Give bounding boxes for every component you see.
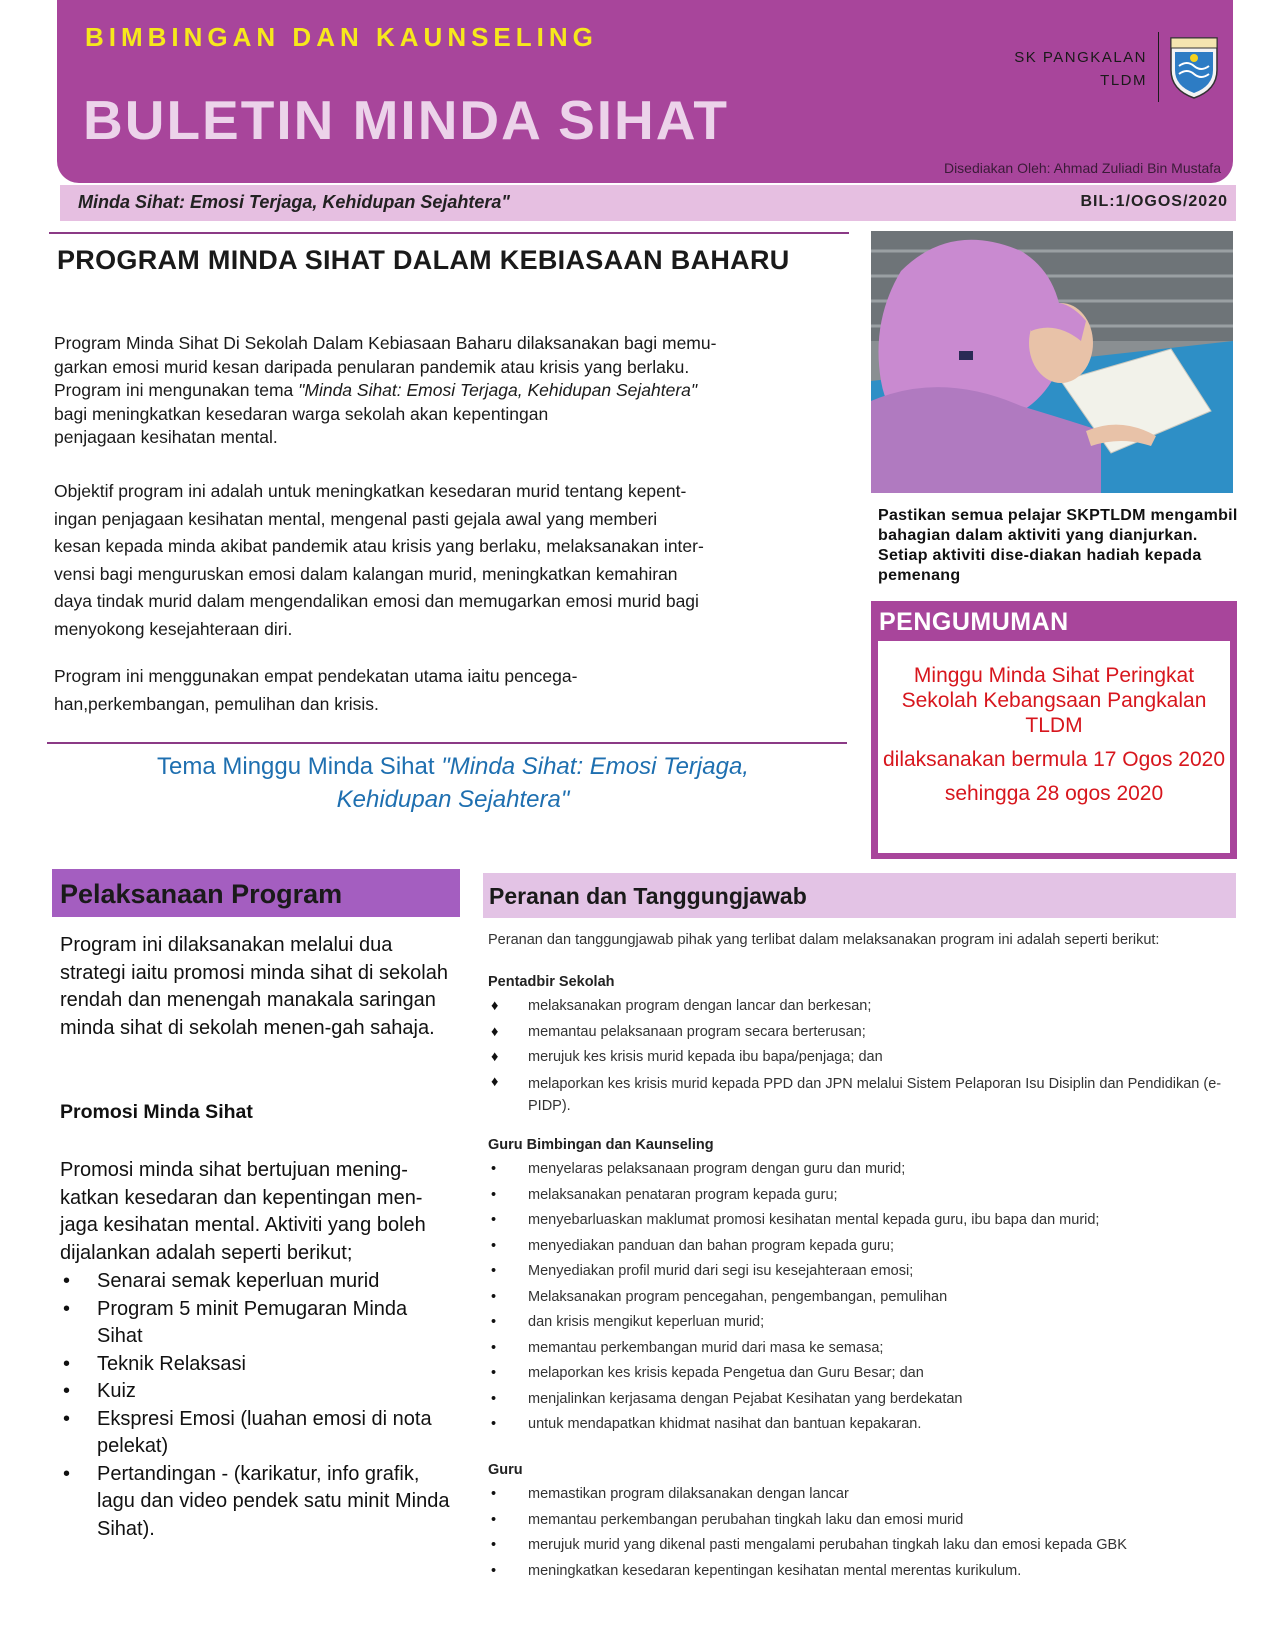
bullet-marker: • xyxy=(491,1537,497,1553)
article-paragraph-1 xyxy=(54,332,844,450)
gbk-item-text: Melaksanakan program pencegahan, pengembangan, pemulihan xyxy=(528,1288,948,1305)
p3-line: Program ini menggunakan empat pendekatan utama iaitu pencega- xyxy=(54,666,578,686)
gbk-item xyxy=(488,1310,1228,1336)
gbk-item-text: melaporkan kes krisis kepada Pengetua dan Guru Besar; dan xyxy=(528,1365,924,1381)
masthead-banner xyxy=(57,0,1233,183)
promosi-item-text: Kuiz xyxy=(97,1380,136,1402)
article-paragraph-2 xyxy=(54,478,844,643)
promosi-item-text: Program 5 minit Pemugaran Minda Sihat xyxy=(97,1297,408,1347)
theme-quote: "Minda Sihat: Emosi Terjaga, xyxy=(441,753,749,780)
gbk-item-text: melaksanakan penataran program kepada guru; xyxy=(528,1186,838,1203)
announcement-line: Minggu Minda Sihat Peringkat Sekolah Kebangsaan Pangkalan TLDM xyxy=(901,664,1207,737)
p2-line: menyokong kesejahteraan diri. xyxy=(54,618,293,639)
theme-callout xyxy=(48,750,858,816)
prepared-by: Disediakan Oleh: Ahmad Zuliadi Bin Mustafa xyxy=(943,160,1221,176)
school-name-line2: TLDM xyxy=(1100,72,1147,89)
student-activity-photo xyxy=(871,231,1233,493)
pelaksanaan-heading: Pelaksanaan Program xyxy=(60,879,343,909)
bullet-marker: • xyxy=(63,1270,71,1292)
bullet-marker: • xyxy=(491,1212,497,1228)
p2-line: ingan penjagaan kesihatan mental, mengenal pasti gejala awal yang memberi xyxy=(54,508,658,529)
gbk-role-list xyxy=(488,1157,1228,1438)
p1-line: Program Minda Sihat Di Sekolah Dalam Kebiasaan Baharu dilaksanakan bagi memu- xyxy=(54,333,717,353)
peranan-heading: Peranan dan Tanggungjawab xyxy=(489,883,807,909)
guru-item-text: memastikan program dilaksanakan dengan lancar xyxy=(528,1486,849,1502)
announcement-body xyxy=(878,641,1230,853)
promosi-item-text: Pertandingan - (karikatur, info grafik, lagu dan video pendek satu minit Minda Sihat). xyxy=(97,1462,450,1540)
bullet-marker: • xyxy=(491,1390,497,1407)
guru-item xyxy=(488,1533,1228,1559)
slogan-bar xyxy=(60,185,1236,221)
promosi-item xyxy=(60,1351,450,1379)
gbk-item xyxy=(488,1259,1228,1285)
bullet-marker: • xyxy=(491,1365,497,1381)
announcement-line: dilaksanakan bermula 17 Ogos 2020 xyxy=(882,748,1226,771)
gbk-item-text: memantau perkembangan murid dari masa ke semasa; xyxy=(528,1339,884,1356)
school-badge xyxy=(995,26,1225,108)
gbk-item-text: Menyediakan profil murid dari segi isu kesejahteraan emosi; xyxy=(528,1263,914,1279)
gbk-item xyxy=(488,1336,1228,1362)
gbk-item xyxy=(488,1157,1228,1183)
peranan-intro: Peranan dan tanggungjawab pihak yang terlibat dalam melaksanakan program ini adalah seperti berikut: xyxy=(488,932,1160,948)
bullet-marker: • xyxy=(491,1511,497,1528)
gbk-item-text: menyebarluaskan maklumat promosi kesihatan mental kepada guru, ibu bapa dan murid; xyxy=(528,1212,1100,1228)
pentadbir-item xyxy=(488,994,1228,1020)
p3-line: han,perkembangan, pemulihan dan krisis. xyxy=(54,694,379,714)
guru-item xyxy=(488,1559,1228,1585)
gbk-item xyxy=(488,1387,1228,1413)
bullet-marker: ♦ xyxy=(491,998,499,1014)
school-name-line1: SK PANGKALAN xyxy=(1014,49,1147,66)
bullet-marker: • xyxy=(491,1263,497,1279)
promosi-item xyxy=(60,1406,450,1461)
promosi-text: Promosi minda sihat bertujuan mening-katkan kesedaran dan kepentingan men-jaga kesihatan mental. Aktiviti yang boleh dijalankan adalah seperti berikut; xyxy=(60,1159,426,1264)
article-bottom-rule xyxy=(47,742,847,744)
theme-label: Tema Minggu Minda Sihat xyxy=(157,753,442,780)
bullet-marker: • xyxy=(491,1416,497,1432)
pelaksanaan-intro: Program ini dilaksanakan melalui dua strategi iaitu promosi minda sihat di sekolah rendah dan menengah manakala saringan minda sihat di sekolah menen-gah sahaja. xyxy=(60,934,448,1039)
gbk-item-text: menyelaras pelaksanaan program dengan guru dan murid; xyxy=(528,1161,906,1177)
promosi-item-text: Teknik Relaksasi xyxy=(97,1352,246,1375)
promosi-activity-list xyxy=(60,1268,450,1543)
bulletin-title: BULETIN MINDA SIHAT xyxy=(83,89,730,151)
announcement-line: sehingga 28 ogos 2020 xyxy=(944,782,1164,805)
issue-number: BIL:1/OGOS/2020 xyxy=(1080,193,1228,210)
article-top-rule xyxy=(49,232,849,234)
gbk-item-text: menjalinkan kerjasama dengan Pejabat Kesihatan yang berdekatan xyxy=(528,1390,963,1407)
photo-caption: Pastikan semua pelajar SKPTLDM mengambil bahagian dalam aktiviti yang dianjurkan. Setiap aktiviti dise-diakan hadiah kepada pemenang xyxy=(878,507,1238,584)
pentadbir-role-list xyxy=(488,994,1228,1118)
theme-quote: Kehidupan Sejahtera" xyxy=(336,786,570,813)
school-divider xyxy=(1158,32,1159,102)
guru-item xyxy=(488,1482,1228,1508)
guru-item xyxy=(488,1508,1228,1534)
slogan-text: Minda Sihat: Emosi Terjaga, Kehidupan Sejahtera" xyxy=(78,192,510,212)
gbk-item-text: untuk mendapatkan khidmat nasihat dan bantuan kepakaran. xyxy=(528,1416,922,1432)
pentadbir-item xyxy=(488,1071,1228,1118)
promosi-item-text: Ekspresi Emosi (luahan emosi di nota pelekat) xyxy=(97,1407,432,1457)
bullet-marker: • xyxy=(63,1352,71,1375)
guru-item-text: memantau perkembangan perubahan tingkah laku dan emosi murid xyxy=(528,1511,964,1528)
guru-item-text: meningkatkan kesedaran kepentingan kesihatan mental merentas kurikulum. xyxy=(528,1562,1022,1579)
promosi-item xyxy=(60,1378,450,1406)
promosi-item xyxy=(60,1461,450,1544)
promosi-item xyxy=(60,1268,450,1296)
p1-line: bagi meningkatkan kesedaran warga sekolah akan kepentingan xyxy=(54,403,549,424)
pentadbir-item-text: memantau pelaksanaan program secara berterusan; xyxy=(528,1023,866,1040)
guru-role-list xyxy=(488,1482,1228,1584)
bullet-marker: ♦ xyxy=(491,1023,499,1040)
pentadbir-item xyxy=(488,1045,1228,1071)
bullet-marker: • xyxy=(63,1380,71,1402)
pentadbir-item-text: merujuk kes krisis murid kepada ibu bapa/penjaga; dan xyxy=(528,1049,883,1065)
promosi-item-text: Senarai semak keperluan murid xyxy=(97,1270,380,1292)
article-title: PROGRAM MINDA SIHAT DALAM KEBIASAAN BAHARU xyxy=(57,245,790,275)
promosi-subheading: Promosi Minda Sihat xyxy=(60,1101,253,1123)
gbk-item xyxy=(488,1285,1228,1311)
promosi-item xyxy=(60,1296,450,1351)
gbk-item xyxy=(488,1234,1228,1260)
pentadbir-heading: Pentadbir Sekolah xyxy=(488,974,615,990)
bullet-marker: • xyxy=(63,1407,71,1430)
pentadbir-item xyxy=(488,1020,1228,1046)
bullet-marker: ♦ xyxy=(491,1073,499,1090)
gbk-item xyxy=(488,1183,1228,1209)
bullet-marker: • xyxy=(63,1462,71,1485)
article-paragraph-3 xyxy=(54,662,844,718)
p2-line: kesan kepada minda akibat pandemik atau krisis yang berlaku, melaksanakan inter- xyxy=(54,536,704,556)
pelaksanaan-heading-bar xyxy=(52,869,460,917)
bullet-marker: • xyxy=(491,1288,497,1305)
bullet-marker: • xyxy=(491,1486,497,1502)
p1-line: garkan emosi murid kesan daripada penularan pandemik atau krisis yang berlaku. xyxy=(54,356,690,377)
peranan-heading-bar xyxy=(483,873,1236,918)
bullet-marker: ♦ xyxy=(491,1049,499,1065)
gbk-item xyxy=(488,1361,1228,1387)
school-name xyxy=(995,46,1147,92)
guru-item-text: merujuk murid yang dikenal pasti mengalami perubahan tingkah laku dan emosi kepada GBK xyxy=(528,1537,1127,1553)
unit-kicker: BIMBINGAN DAN KAUNSELING xyxy=(85,22,598,52)
announcement-box xyxy=(871,601,1237,859)
bullet-marker: • xyxy=(491,1161,497,1177)
pentadbir-item-text: melaksanakan program dengan lancar dan berkesan; xyxy=(528,998,872,1014)
gbk-item xyxy=(488,1412,1228,1438)
p1-line: penjagaan kesihatan mental. xyxy=(54,427,278,447)
bullet-marker: • xyxy=(491,1339,497,1356)
pentadbir-item-text: melaporkan kes krisis murid kepada PPD dan JPN melalui Sistem Pelaporan Isu Disiplin dan Pendidikan (e-PIDP). xyxy=(528,1075,1222,1114)
bullet-marker: • xyxy=(491,1562,497,1579)
bullet-marker: • xyxy=(491,1186,497,1203)
guru-heading: Guru xyxy=(488,1462,523,1478)
p2-line: daya tindak murid dalam mengendalikan emosi dan memugarkan emosi murid bagi xyxy=(54,591,699,611)
gbk-item-text: menyediakan panduan dan bahan program kepada guru; xyxy=(528,1237,894,1254)
p1-theme-quote: "Minda Sihat: Emosi Terjaga, Kehidupan Sejahtera" xyxy=(298,380,698,400)
p2-line: vensi bagi menguruskan emosi dalam kalangan murid, meningkatkan kemahiran xyxy=(54,563,678,584)
bullet-marker: • xyxy=(491,1314,497,1330)
gbk-heading: Guru Bimbingan dan Kaunseling xyxy=(488,1137,714,1153)
announcement-heading: PENGUMUMAN xyxy=(879,608,1069,636)
bullet-marker: • xyxy=(63,1297,71,1320)
bullet-marker: • xyxy=(491,1237,497,1254)
gbk-item xyxy=(488,1208,1228,1234)
p1-line: Program ini mengunakan tema xyxy=(54,380,299,400)
school-crest-icon xyxy=(1165,32,1223,102)
gbk-item-text: dan krisis mengikut keperluan murid; xyxy=(528,1314,765,1330)
p2-line: Objektif program ini adalah untuk meningkatkan kesedaran murid tentang kepent- xyxy=(54,481,687,501)
